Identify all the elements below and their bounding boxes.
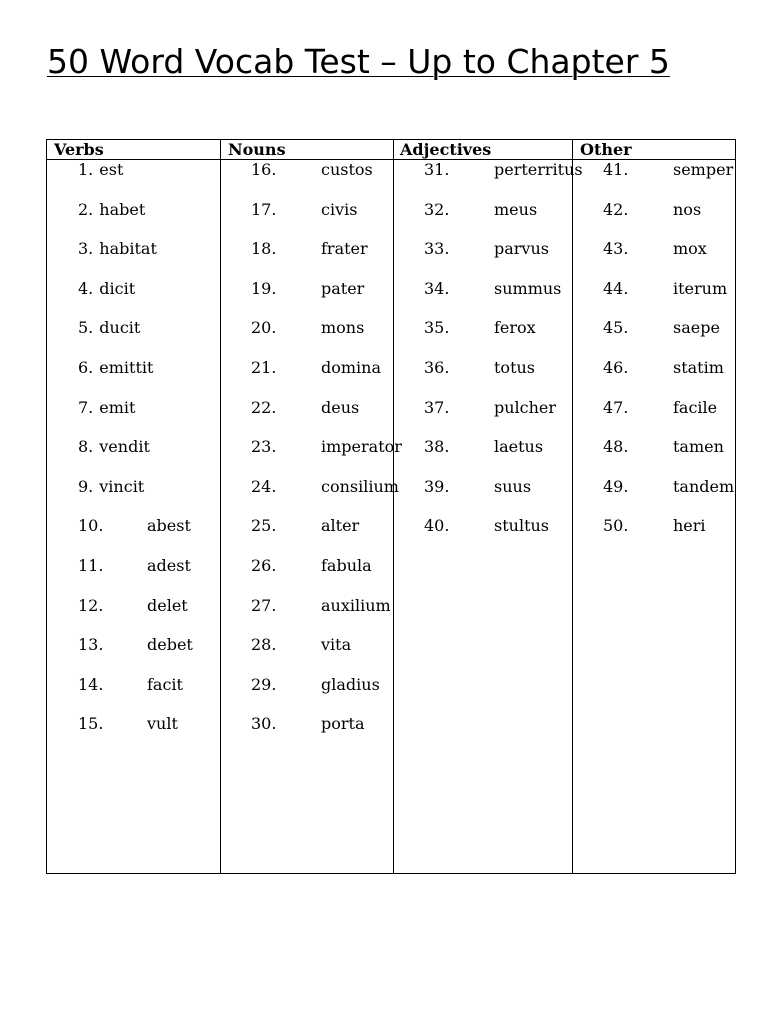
list-item [78,635,218,655]
item-number: 6. [78,357,94,377]
item-number: 5. [78,318,94,338]
list-item [603,239,757,259]
item-number: 13. [78,635,104,655]
item-word: vult [147,714,178,734]
item-number: 36. [424,357,450,377]
item-number: 9. [78,476,94,496]
item-number: 33. [424,239,450,259]
item-number: 24. [251,476,277,496]
list-item [78,437,218,457]
item-number: 21. [251,357,277,377]
item-number: 10. [78,516,104,536]
item-word: meus [494,199,538,219]
item-word: saepe [673,318,720,338]
item-word: adest [147,555,191,575]
list-item [78,318,218,338]
item-word: imperator [321,437,402,457]
vocab-table [46,139,736,874]
header-verbs: Verbs [54,140,104,159]
item-word: est [99,160,124,179]
item-number: 32. [424,199,450,219]
nouns-column [251,160,402,754]
item-number: 25. [251,516,277,536]
item-word: tamen [673,437,724,457]
item-number: 7. [78,397,94,417]
list-item [78,556,218,576]
item-number: 41. [603,160,629,179]
adjectives-column [424,160,583,556]
list-item [424,239,594,259]
list-item [78,516,218,536]
header-nouns: Nouns [228,140,286,159]
list-item [78,160,218,180]
list-item [251,516,415,536]
item-word: abest [147,516,191,536]
list-item [424,358,594,378]
item-word: totus [494,357,536,377]
item-word: habitat [99,239,157,259]
list-item [424,160,594,180]
item-word: laetus [494,437,544,457]
item-word: perterritus [494,160,583,179]
item-number: 29. [251,674,277,694]
item-word: consilium [321,476,399,496]
item-word: porta [321,714,365,734]
item-number: 44. [603,278,629,298]
list-item [251,675,415,695]
list-item [78,398,218,418]
other-column [603,160,733,556]
item-word: nos [673,199,702,219]
item-number: 31. [424,160,450,179]
list-item [251,200,415,220]
item-word: emit [99,397,136,417]
item-word: gladius [321,674,380,694]
list-item [424,398,594,418]
list-item [424,200,594,220]
header-adjectives: Adjectives [400,140,492,159]
item-word: iterum [673,278,728,298]
item-number: 22. [251,397,277,417]
item-word: suus [494,476,532,496]
item-number: 50. [603,516,629,536]
item-word: civis [321,199,358,219]
list-item [603,358,757,378]
item-word: mons [321,318,365,338]
list-item [603,477,757,497]
item-number: 43. [603,239,629,259]
list-item [424,279,594,299]
item-word: tandem [673,476,735,496]
item-number: 37. [424,397,450,417]
item-word: domina [321,357,382,377]
list-item [603,279,757,299]
item-word: stultus [494,516,550,536]
item-number: 42. [603,199,629,219]
column-divider [220,140,221,873]
item-word: dicit [99,278,136,298]
item-word: pulcher [494,397,557,417]
item-word: emittit [99,357,154,377]
item-word: statim [673,357,724,377]
item-number: 26. [251,555,277,575]
list-item [78,714,218,734]
item-number: 11. [78,555,104,575]
list-item [78,279,218,299]
item-word: facile [673,397,718,417]
list-item [78,239,218,259]
list-item [251,239,415,259]
page-title: 50 Word Vocab Test – Up to Chapter 5 [47,42,670,81]
list-item [424,318,594,338]
list-item [78,200,218,220]
list-item [603,516,757,536]
list-item [251,358,415,378]
list-item [603,437,757,457]
item-number: 34. [424,278,450,298]
list-item [603,318,757,338]
verbs-column [78,160,218,754]
item-number: 49. [603,476,629,496]
item-number: 45. [603,318,629,338]
list-item [251,318,415,338]
item-word: alter [321,516,360,536]
item-number: 20. [251,318,277,338]
item-number: 18. [251,239,277,259]
item-word: custos [321,160,373,179]
item-word: vendit [99,437,150,457]
item-number: 15. [78,714,104,734]
list-item [424,437,594,457]
list-item [78,358,218,378]
list-item [251,477,415,497]
list-item [251,279,415,299]
list-item [78,477,218,497]
item-word: frater [321,239,368,259]
item-word: ferox [494,318,536,338]
item-number: 38. [424,437,450,457]
list-item [251,556,415,576]
item-number: 46. [603,357,629,377]
item-word: facit [147,674,183,694]
item-number: 17. [251,199,277,219]
item-number: 23. [251,437,277,457]
item-word: heri [673,516,706,536]
item-word: vincit [99,476,145,496]
item-number: 47. [603,397,629,417]
item-word: mox [673,239,707,259]
list-item [78,675,218,695]
item-word: fabula [321,555,372,575]
list-item [424,477,594,497]
item-word: habet [99,199,146,219]
item-number: 1. [78,160,94,179]
item-word: summus [494,278,562,298]
list-item [251,596,415,616]
item-word: delet [147,595,188,615]
item-word: deus [321,397,360,417]
item-word: parvus [494,239,549,259]
item-number: 39. [424,476,450,496]
list-item [603,200,757,220]
list-item [603,398,757,418]
list-item [603,160,757,180]
list-item [251,714,415,734]
list-item [251,635,415,655]
item-number: 30. [251,714,277,734]
item-number: 3. [78,239,94,259]
item-number: 27. [251,595,277,615]
item-word: semper [673,160,734,179]
list-item [424,516,594,536]
item-number: 12. [78,595,104,615]
item-number: 14. [78,674,104,694]
list-item [78,596,218,616]
list-item [251,398,415,418]
list-item [251,160,415,180]
item-word: debet [147,635,193,655]
list-item [251,437,415,457]
item-number: 19. [251,278,277,298]
item-word: ducit [99,318,141,338]
item-number: 40. [424,516,450,536]
item-number: 48. [603,437,629,457]
item-number: 28. [251,635,277,655]
item-number: 8. [78,437,94,457]
header-other: Other [580,140,632,159]
item-word: vita [321,635,352,655]
item-number: 4. [78,278,94,298]
item-word: pater [321,278,365,298]
item-number: 2. [78,199,94,219]
item-word: auxilium [321,595,391,615]
item-number: 35. [424,318,450,338]
item-number: 16. [251,160,277,179]
